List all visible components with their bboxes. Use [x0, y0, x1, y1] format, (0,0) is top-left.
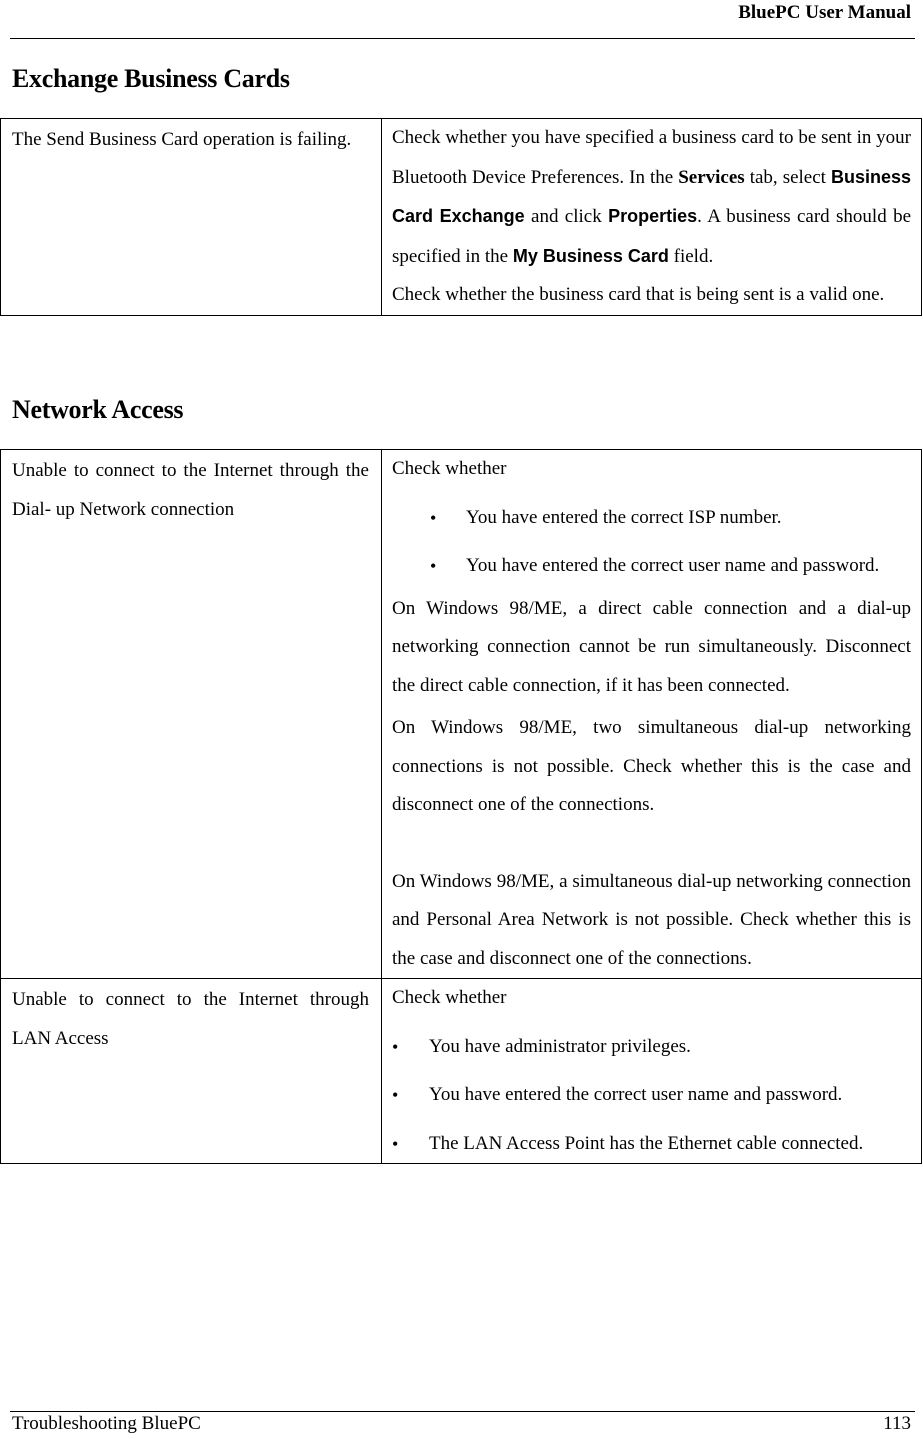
table-row — [1, 979, 922, 1164]
problem-cell: Unable to connect to the Internet through LAN Access — [1, 979, 382, 1164]
list-item: • You have administrator privileges. — [392, 1028, 911, 1067]
solution-cell — [382, 450, 922, 979]
table-row — [1, 119, 922, 316]
solution-paragraph: Check whether the business card that is being sent is a valid one. — [392, 284, 885, 305]
bullet-icon: • — [392, 1085, 399, 1105]
bullet-icon: • — [430, 556, 437, 576]
my-business-card-field-name: My Business Card — [512, 245, 669, 266]
list-item: • The LAN Access Point has the Ethernet cable connected. — [392, 1125, 911, 1164]
business-card-exchange-name: Business Card Exchange — [392, 166, 912, 226]
solution-cell — [382, 119, 922, 316]
list-item: • You have entered the correct user name and password. — [392, 1076, 911, 1115]
exchange-business-cards-table — [0, 118, 922, 316]
list-item: • You have entered the correct ISP number. — [392, 499, 911, 538]
solution-cell — [382, 979, 922, 1164]
problem-cell: Unable to connect to the Internet through the Dial- up Network connection — [1, 450, 382, 979]
solution-paragraph: On Windows 98/ME, two simultaneous dial-up networking connections is not possible. Check whether this is the case and disconnect one of the connections. — [392, 717, 911, 815]
solution-paragraph: On Windows 98/ME, a simultaneous dial-up networking connection and Personal Area Network is not possible. Check whether this is the case and disconnect one of the connections. — [392, 870, 911, 969]
bullet-icon: • — [392, 1133, 399, 1154]
bullet-icon: • — [430, 507, 437, 528]
check-list — [392, 499, 911, 586]
solution-paragraph: On Windows 98/ME, a direct cable connection and a dial-up networking connection cannot be run simultaneously. Disconnect the direct cable connection, if it has been connected. — [392, 597, 911, 696]
list-item: • You have entered the correct user name and password. — [392, 547, 911, 586]
problem-cell: The Send Business Card operation is failing. — [1, 119, 382, 316]
check-list — [392, 1028, 911, 1164]
table-row — [1, 450, 922, 979]
bullet-icon: • — [392, 1036, 399, 1057]
section-heading-exchange-business-cards: Exchange Business Cards — [12, 64, 290, 93]
solution-paragraph: Check whether you have specified a business card to be sent in your Bluetooth Device Preferences. In the Services tab, select Business Card Exchange and click Properties. A business card should be specified in the My Business Card field. — [392, 127, 912, 267]
header-rule — [10, 38, 915, 39]
solution-intro: Check whether — [392, 987, 507, 1008]
page-number: 113 — [883, 1413, 911, 1434]
section-heading-network-access: Network Access — [12, 395, 184, 424]
properties-button-name: Properties — [608, 206, 698, 226]
chapter-title: Troubleshooting BluePC — [12, 1413, 201, 1434]
footer-rule — [10, 1411, 915, 1412]
solution-intro: Check whether — [392, 458, 507, 479]
services-tab-name: Services — [678, 166, 745, 188]
manual-title: BluePC User Manual — [738, 2, 911, 23]
network-access-table — [0, 449, 922, 1164]
